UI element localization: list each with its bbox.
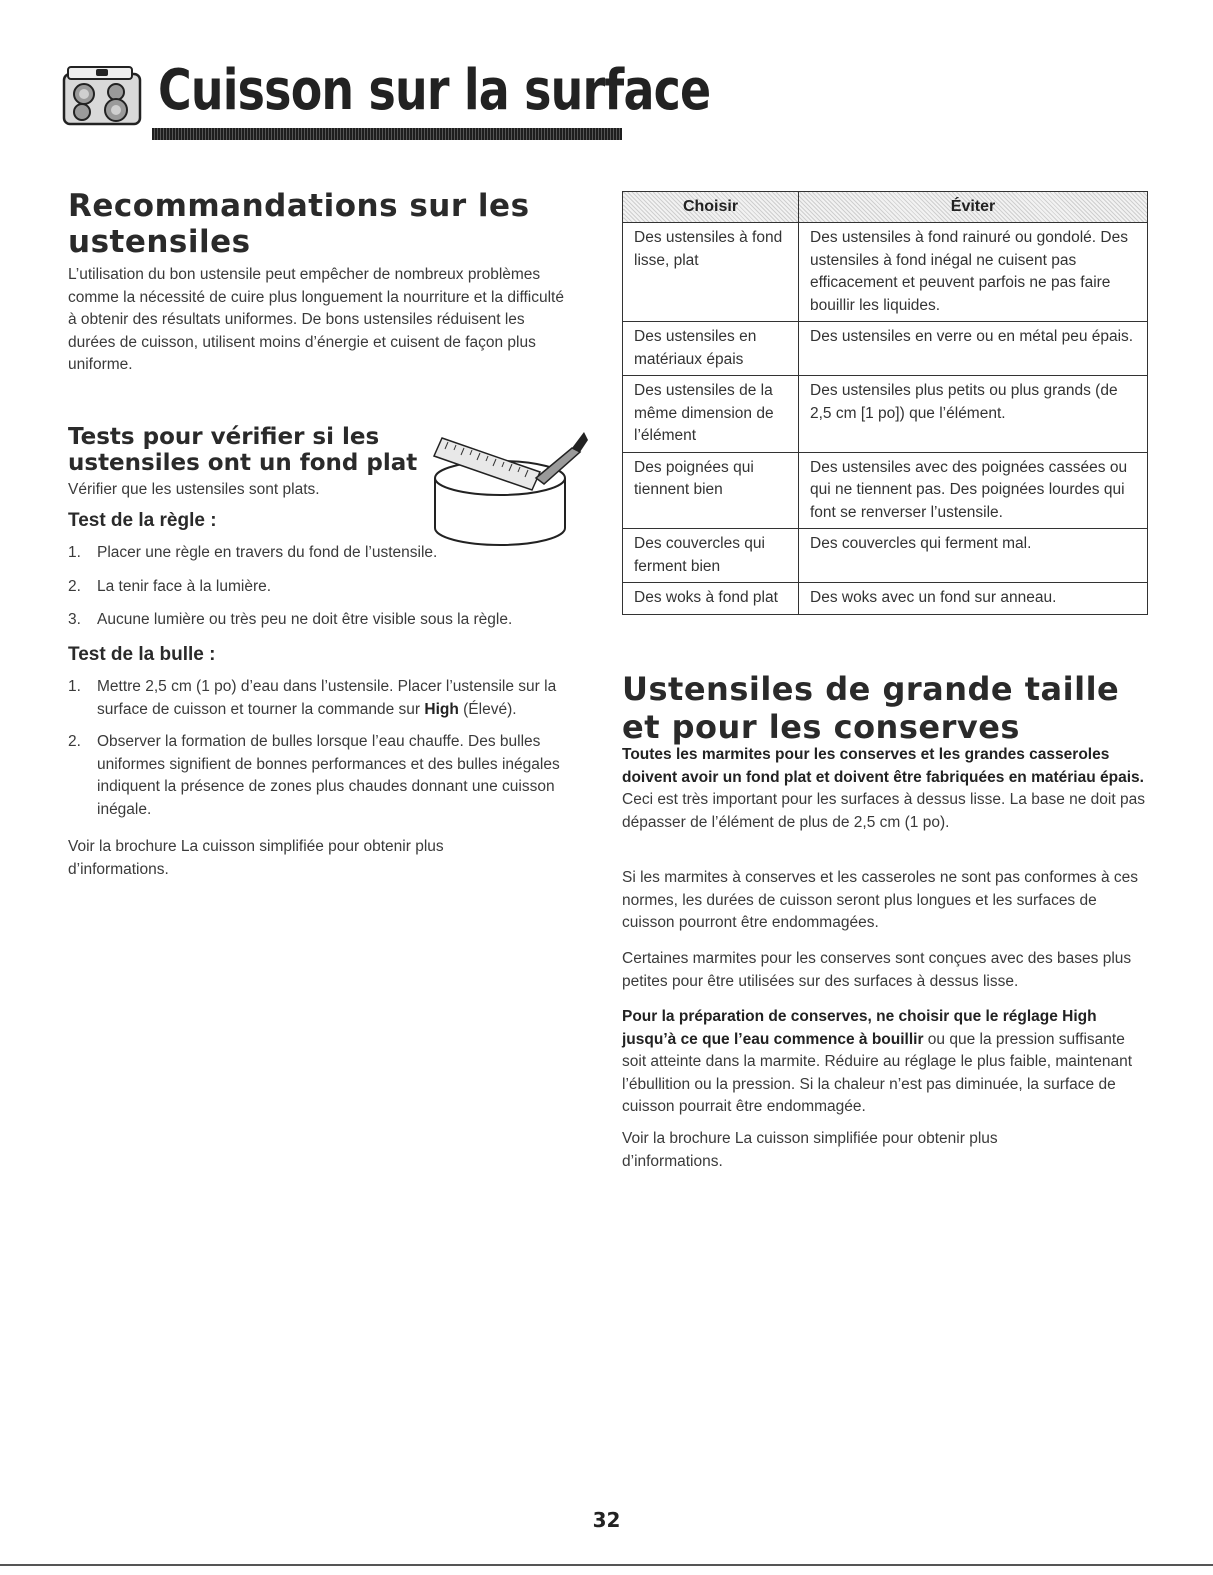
table-row — [623, 583, 1148, 615]
avoid-cell: Des ustensiles en verre ou en métal peu épais. — [799, 322, 1148, 376]
choose-cell: Des ustensiles à fond lisse, plat — [623, 223, 799, 322]
table-header-row — [623, 192, 1148, 223]
page-number: 32 — [592, 1508, 621, 1532]
choose-cell: Des poignées qui tiennent bien — [623, 452, 799, 529]
canning-requirement-bold: Toutes les marmites pour les conserves et les grandes casseroles doivent avoir un fond plat et doivent être fabriquées en matériau épais. — [622, 746, 1144, 786]
choose-cell: Des couvercles qui ferment bien — [623, 529, 799, 583]
flat-check-instruction: Vérifier que les ustensiles sont plats. — [68, 481, 320, 498]
canning-brochure-note: Voir la brochure La cuisson simplifiée pour obtenir plus d’informations. — [622, 1130, 998, 1170]
step-number: 3. — [68, 611, 81, 628]
avoid-cell: Des ustensiles plus petits ou plus grands (de 2,5 cm [1 po]) que l’élément. — [799, 376, 1148, 453]
list-item — [68, 542, 568, 565]
table-row — [623, 529, 1148, 583]
avoid-cell: Des ustensiles avec des poignées cassées ou qui ne tiennent pas. Des poignées lourdes qui font se renverser l’ustensile. — [799, 452, 1148, 529]
canning-paragraph-4 — [622, 1006, 1150, 1119]
column-header-choose: Choisir — [623, 192, 799, 223]
list-item — [68, 731, 588, 821]
canning-paragraph-3: Certaines marmites pour les conserves sont conçues avec des bases plus petites pour être utilisées sur des surfaces à dessus lisse. — [622, 950, 1132, 990]
canning-paragraph-text: ou que la pression suffisante soit atteinte dans la marmite. Réduire au réglage le plus faible, maintenant l’ébullition ou la pression. Si la chaleur n’est pas diminuée, la surface de cuisson pourrait être endommagée. — [622, 1030, 1133, 1115]
cookware-choose-avoid-table — [622, 191, 1148, 615]
canning-setting-bold: Pour la préparation de conserves, ne choisir que le réglage High jusqu’à ce que l’eau commence à bouillir — [622, 1008, 1097, 1048]
step-text: La tenir face à la lumière. — [97, 577, 272, 595]
avoid-cell: Des couvercles qui ferment mal. — [799, 529, 1148, 583]
list-item — [68, 609, 568, 632]
avoid-cell: Des woks avec un fond sur anneau. — [799, 583, 1148, 615]
flat-bottom-tests-heading: Tests pour vérifier si les ustensiles ont un fond plat — [68, 424, 418, 476]
table-row — [623, 376, 1148, 453]
step-text: Observer la formation de bulles lorsque l’eau chauffe. Des bulles uniformes signifient de bonnes performances et des bulles inégales indiquent la présence de zones plus chaudes donnant une cuisson inégale. — [97, 733, 560, 818]
canning-paragraph-2: Si les marmites à conserves et les casseroles ne sont pas conformes à ces normes, les durées de cuisson seront plus longues et les surfaces de cuisson pourront être endommagées. — [622, 869, 1139, 931]
choose-cell: Des woks à fond plat — [623, 583, 799, 615]
canning-paragraph-1 — [622, 744, 1150, 834]
avoid-cell: Des ustensiles à fond rainuré ou gondolé. Des ustensiles à fond inégal ne cuisent pas efficacement et peuvent parfois ne pas faire bouillir les liquides. — [799, 223, 1148, 322]
cookware-recommendations-heading: Recommandations sur les ustensiles — [68, 188, 530, 260]
list-item — [68, 576, 568, 599]
ruler-test-steps — [68, 542, 568, 632]
pan-ruler-illustration — [422, 420, 592, 550]
ruler-test-heading: Test de la règle : — [68, 510, 217, 531]
bubble-test-heading: Test de la bulle : — [68, 644, 216, 665]
title-underline — [152, 128, 622, 140]
step-number: 2. — [68, 577, 81, 595]
choose-cell: Des ustensiles de la même dimension de l’élément — [623, 376, 799, 453]
step-number: 2. — [68, 733, 81, 750]
footer-rule — [0, 1564, 1213, 1566]
canning-paragraph-text: Ceci est très important pour les surfaces à dessus lisse. La base ne doit pas dépasser de l’élément de plus de 2,5 cm (1 po). — [622, 791, 1145, 831]
cookware-intro-paragraph: L’utilisation du bon ustensile peut empêcher de nombreux problèmes comme la nécessité de cuire plus longuement la nourriture et la difficulté à obtenir des résultats uniformes. De bons ustensiles réduisent les durées de cuisson, utilisent moins d’énergie et cuisent de façon plus uniforme. — [68, 266, 564, 373]
step-number: 1. — [68, 678, 81, 695]
brochure-note: Voir la brochure La cuisson simplifiée pour obtenir plus d’informations. — [68, 838, 444, 878]
list-item — [68, 676, 588, 721]
column-header-avoid: Éviter — [799, 192, 1148, 223]
table-row — [623, 223, 1148, 322]
cooktop-icon — [62, 64, 146, 128]
table-row — [623, 322, 1148, 376]
step-number: 1. — [68, 544, 81, 561]
step-text: Aucune lumière ou très peu ne doit être visible sous la règle. — [97, 611, 513, 628]
table-row — [623, 452, 1148, 529]
large-canning-cookware-heading: Ustensiles de grande taille et pour les conserves — [622, 670, 1120, 746]
step-text: (Élevé). — [458, 700, 517, 718]
page-title: Cuisson sur la surface — [158, 58, 711, 123]
bubble-test-steps — [68, 676, 588, 821]
step-text: Placer une règle en travers du fond de l’ustensile. — [97, 544, 438, 561]
step-text: Mettre 2,5 cm (1 po) d’eau dans l’ustensile. Placer l’ustensile sur la surface de cuisson et tourner la commande sur — [97, 678, 557, 718]
choose-cell: Des ustensiles en matériaux épais — [623, 322, 799, 376]
setting-high-label: High — [424, 700, 459, 718]
